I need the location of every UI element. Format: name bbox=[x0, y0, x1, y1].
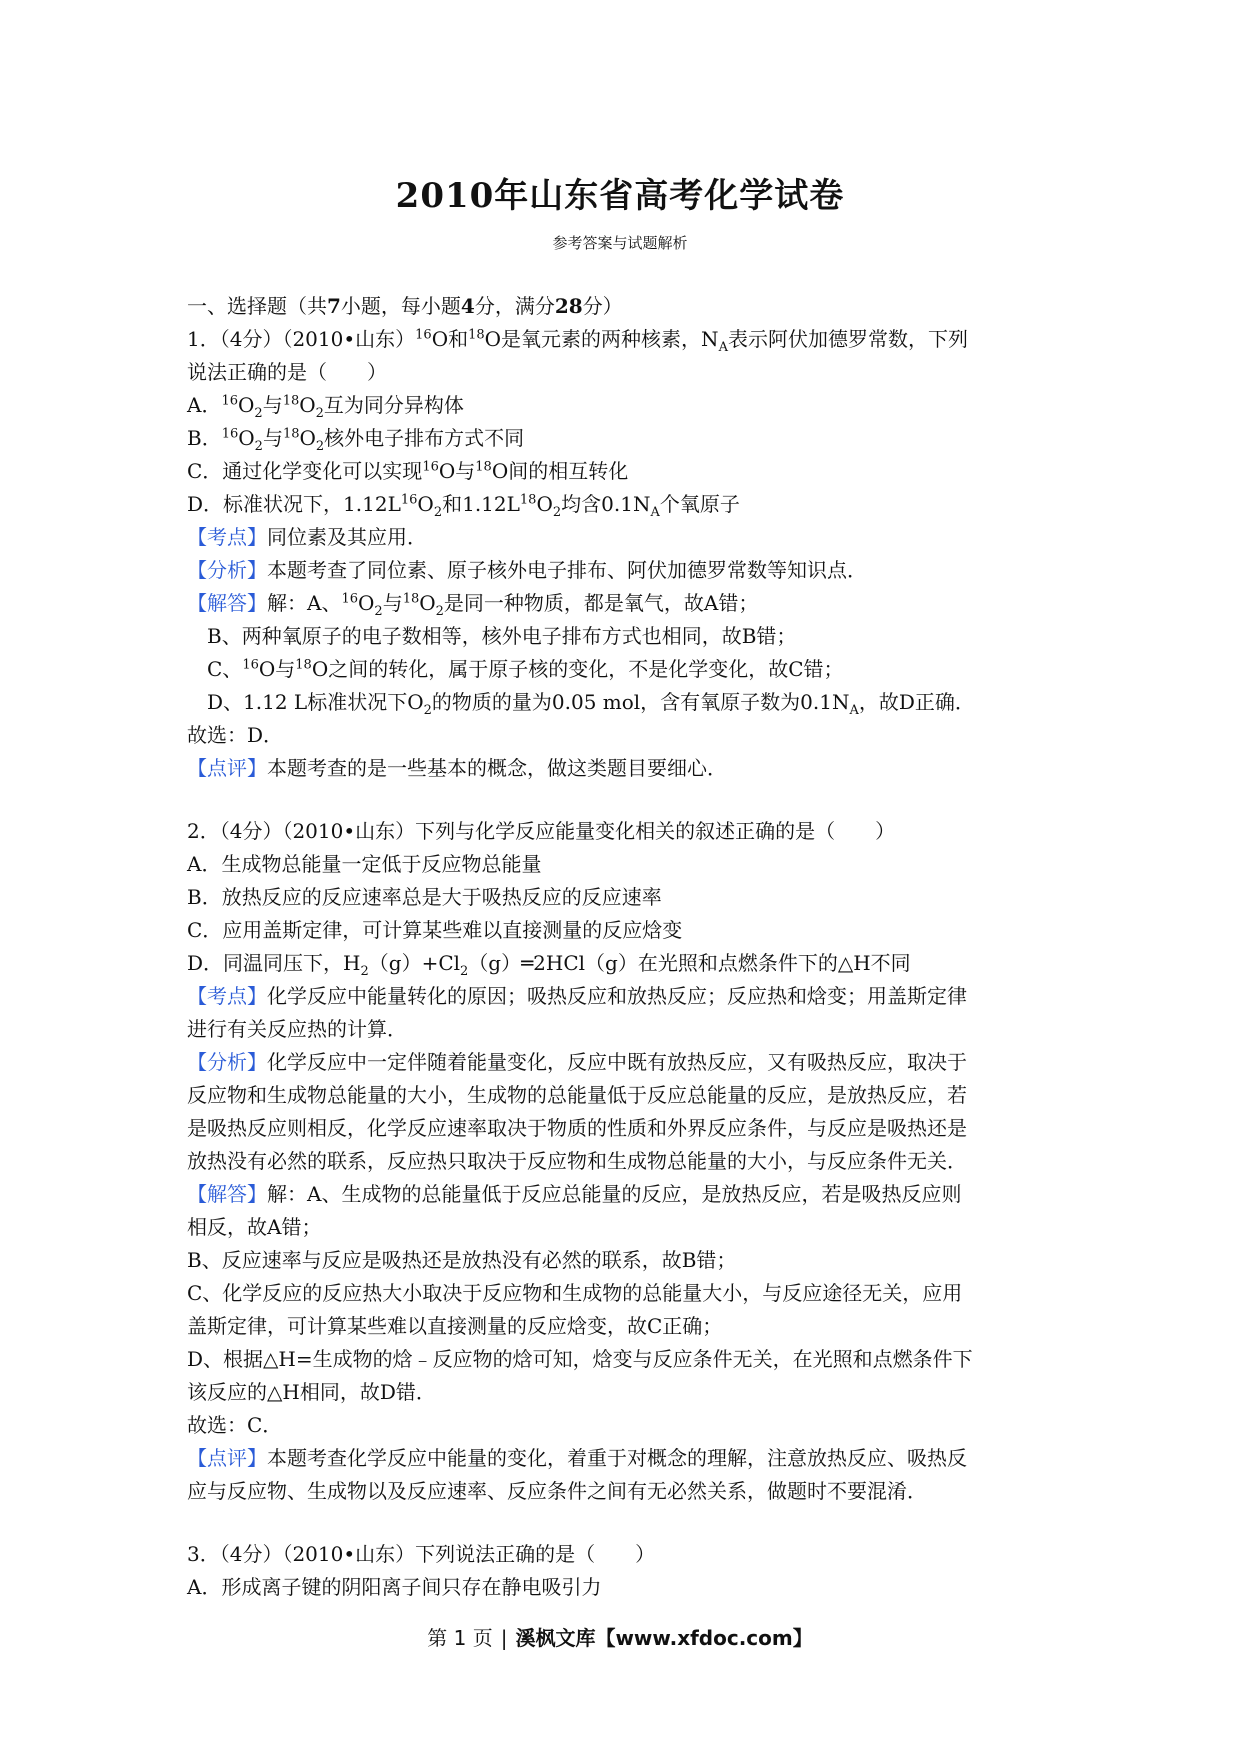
page-title: 2010年山东省高考化学试卷 bbox=[395, 176, 845, 216]
question-1-answer: 故选：D． bbox=[187, 723, 284, 747]
fenxi-tag: 【分析】 bbox=[187, 558, 267, 582]
question-2-jieda-cont-4: 盖斯定律，可计算某些难以直接测量的反应焓变，故C正确； bbox=[187, 1314, 723, 1338]
question-2-jieda-cont-5: D、根据△H=生成物的焓﹣反应物的焓可知，焓变与反应条件无关，在光照和点燃条件下 bbox=[187, 1347, 973, 1371]
spacer bbox=[187, 1508, 1067, 1538]
question-2-dianping-cont: 应与反应物、生成物以及反应速率、反应条件之间有无必然关系，做题时不要混淆． bbox=[187, 1479, 927, 1503]
question-2-fenxi-cont-1: 反应物和生成物总能量的大小，生成物的总能量低于反应总能量的反应，是放热反应，若 bbox=[187, 1083, 967, 1107]
question-2-jieda: 【解答】解：A、生成物的总能量低于反应总能量的反应，是放热反应，若是吸热反应则 bbox=[187, 1182, 962, 1206]
question-2-dianping: 【点评】本题考查化学反应中能量的变化，着重于对概念的理解，注意放热反应、吸热反 bbox=[187, 1446, 967, 1470]
question-2-fenxi: 【分析】化学反应中一定伴随着能量变化，反应中既有放热反应，又有吸热反应，取决于 bbox=[187, 1050, 967, 1074]
question-1-kaodian: 【考点】同位素及其应用． bbox=[187, 525, 427, 549]
question-1-jieda: 【解答】解：A、$^{16}O_2$与$^{18}O_2$是同一种物质，都是氧气，故A错； bbox=[187, 591, 759, 619]
kaodian-tag: 【考点】 bbox=[187, 984, 267, 1008]
question-1-stem: 1．（4分）（2010•山东）$^{16}$O和$^{18}$O是氧元素的两种核素，$N_A$表示阿伏加德罗常数，下列 bbox=[187, 327, 968, 355]
question-1-option-a: A．$^{16}O_2$与$^{18}O_2$互为同分异构体 bbox=[187, 393, 464, 421]
question-2-option-b: B．放热反应的反应速率总是大于吸热反应的反应速率 bbox=[187, 885, 662, 909]
question-3-option-a: A．形成离子键的阴阳离子间只存在静电吸引力 bbox=[187, 1575, 602, 1599]
question-1-option-d: D．标准状况下，$1.12L^{16}O_2$和$1.12L^{18}O_2$均含$0.1N_A$个氧原子 bbox=[187, 492, 740, 520]
dianping-tag: 【点评】 bbox=[187, 756, 267, 780]
page-number: 第 1 页 bbox=[427, 1626, 493, 1650]
question-2-jieda-cont-1: 相反，故A错； bbox=[187, 1215, 322, 1239]
question-2-stem: 2．（4分）（2010•山东）下列与化学反应能量变化相关的叙述正确的是（ ） bbox=[187, 819, 896, 843]
dianping-tag: 【点评】 bbox=[187, 1446, 267, 1470]
question-2-jieda-cont-2: B、反应速率与反应是吸热还是放热没有必然的联系，故B错； bbox=[187, 1248, 737, 1272]
footer-separator: | bbox=[500, 1626, 508, 1650]
question-1-fenxi: 【分析】本题考查了同位素、原子核外电子排布、阿伏加德罗常数等知识点． bbox=[187, 558, 867, 582]
site-link[interactable]: 溪枫文库【www.xfdoc.com】 bbox=[515, 1626, 813, 1650]
section-heading: 一、选择题（共7小题，每小题4分，满分28分） bbox=[187, 294, 623, 318]
question-3-stem: 3．（4分）（2010•山东）下列说法正确的是（ ） bbox=[187, 1542, 656, 1566]
jieda-tag: 【解答】 bbox=[187, 1182, 267, 1206]
question-2-fenxi-cont-2: 是吸热反应则相反，化学反应速率取决于物质的性质和外界反应条件，与反应是吸热还是 bbox=[187, 1116, 967, 1140]
document-body bbox=[187, 290, 1067, 1604]
question-1-option-c: C．通过化学变化可以实现$^{16}$O与$^{18}$O间的相互转化 bbox=[187, 459, 629, 483]
kaodian-tag: 【考点】 bbox=[187, 525, 267, 549]
question-1-jieda-b: B、两种氧原子的电子数相等，核外电子排布方式也相同，故B错； bbox=[207, 624, 797, 648]
question-2-fenxi-cont-3: 放热没有必然的联系，反应热只取决于反应物和生成物总能量的大小，与反应条件无关． bbox=[187, 1149, 967, 1173]
page-subtitle: 参考答案与试题解析 bbox=[552, 234, 688, 252]
question-1-jieda-d: D、1.12 L标准状况下$O_2$的物质的量为0.05 mol，含有氧原子数为$0.1N_A$，故D正确． bbox=[207, 690, 975, 718]
question-1-jieda-c: C、$^{16}$O与$^{18}$O之间的转化，属于原子核的变化，不是化学变化，故C错； bbox=[207, 657, 844, 681]
question-2-answer: 故选：C． bbox=[187, 1413, 283, 1437]
spacer bbox=[187, 785, 1067, 815]
question-2-kaodian-cont: 进行有关反应热的计算． bbox=[187, 1017, 407, 1041]
page-footer bbox=[0, 1622, 1240, 1651]
question-1-dianping: 【点评】本题考查的是一些基本的概念，做这类题目要细心． bbox=[187, 756, 727, 780]
question-2-option-d: D．同温同压下，$H_2(g)+Cl_2(g)═2HCl(g)$在光照和点燃条件下的△H不同 bbox=[187, 951, 911, 979]
question-1-option-b: B．$^{16}O_2$与$^{18}O_2$核外电子排布方式不同 bbox=[187, 426, 525, 454]
question-1-stem-cont: 说法正确的是（ ） bbox=[187, 360, 387, 384]
question-2-option-a: A．生成物总能量一定低于反应物总能量 bbox=[187, 852, 542, 876]
jieda-tag: 【解答】 bbox=[187, 591, 267, 615]
fenxi-tag: 【分析】 bbox=[187, 1050, 267, 1074]
question-2-jieda-cont-6: 该反应的△H相同，故D错． bbox=[187, 1380, 436, 1404]
question-2-kaodian: 【考点】化学反应中能量转化的原因；吸热反应和放热反应；反应热和焓变；用盖斯定律 bbox=[187, 984, 967, 1008]
question-2-option-c: C．应用盖斯定律，可计算某些难以直接测量的反应焓变 bbox=[187, 918, 683, 942]
question-2-jieda-cont-3: C、化学反应的反应热大小取决于反应物和生成物的总能量大小，与反应途径无关，应用 bbox=[187, 1281, 963, 1305]
